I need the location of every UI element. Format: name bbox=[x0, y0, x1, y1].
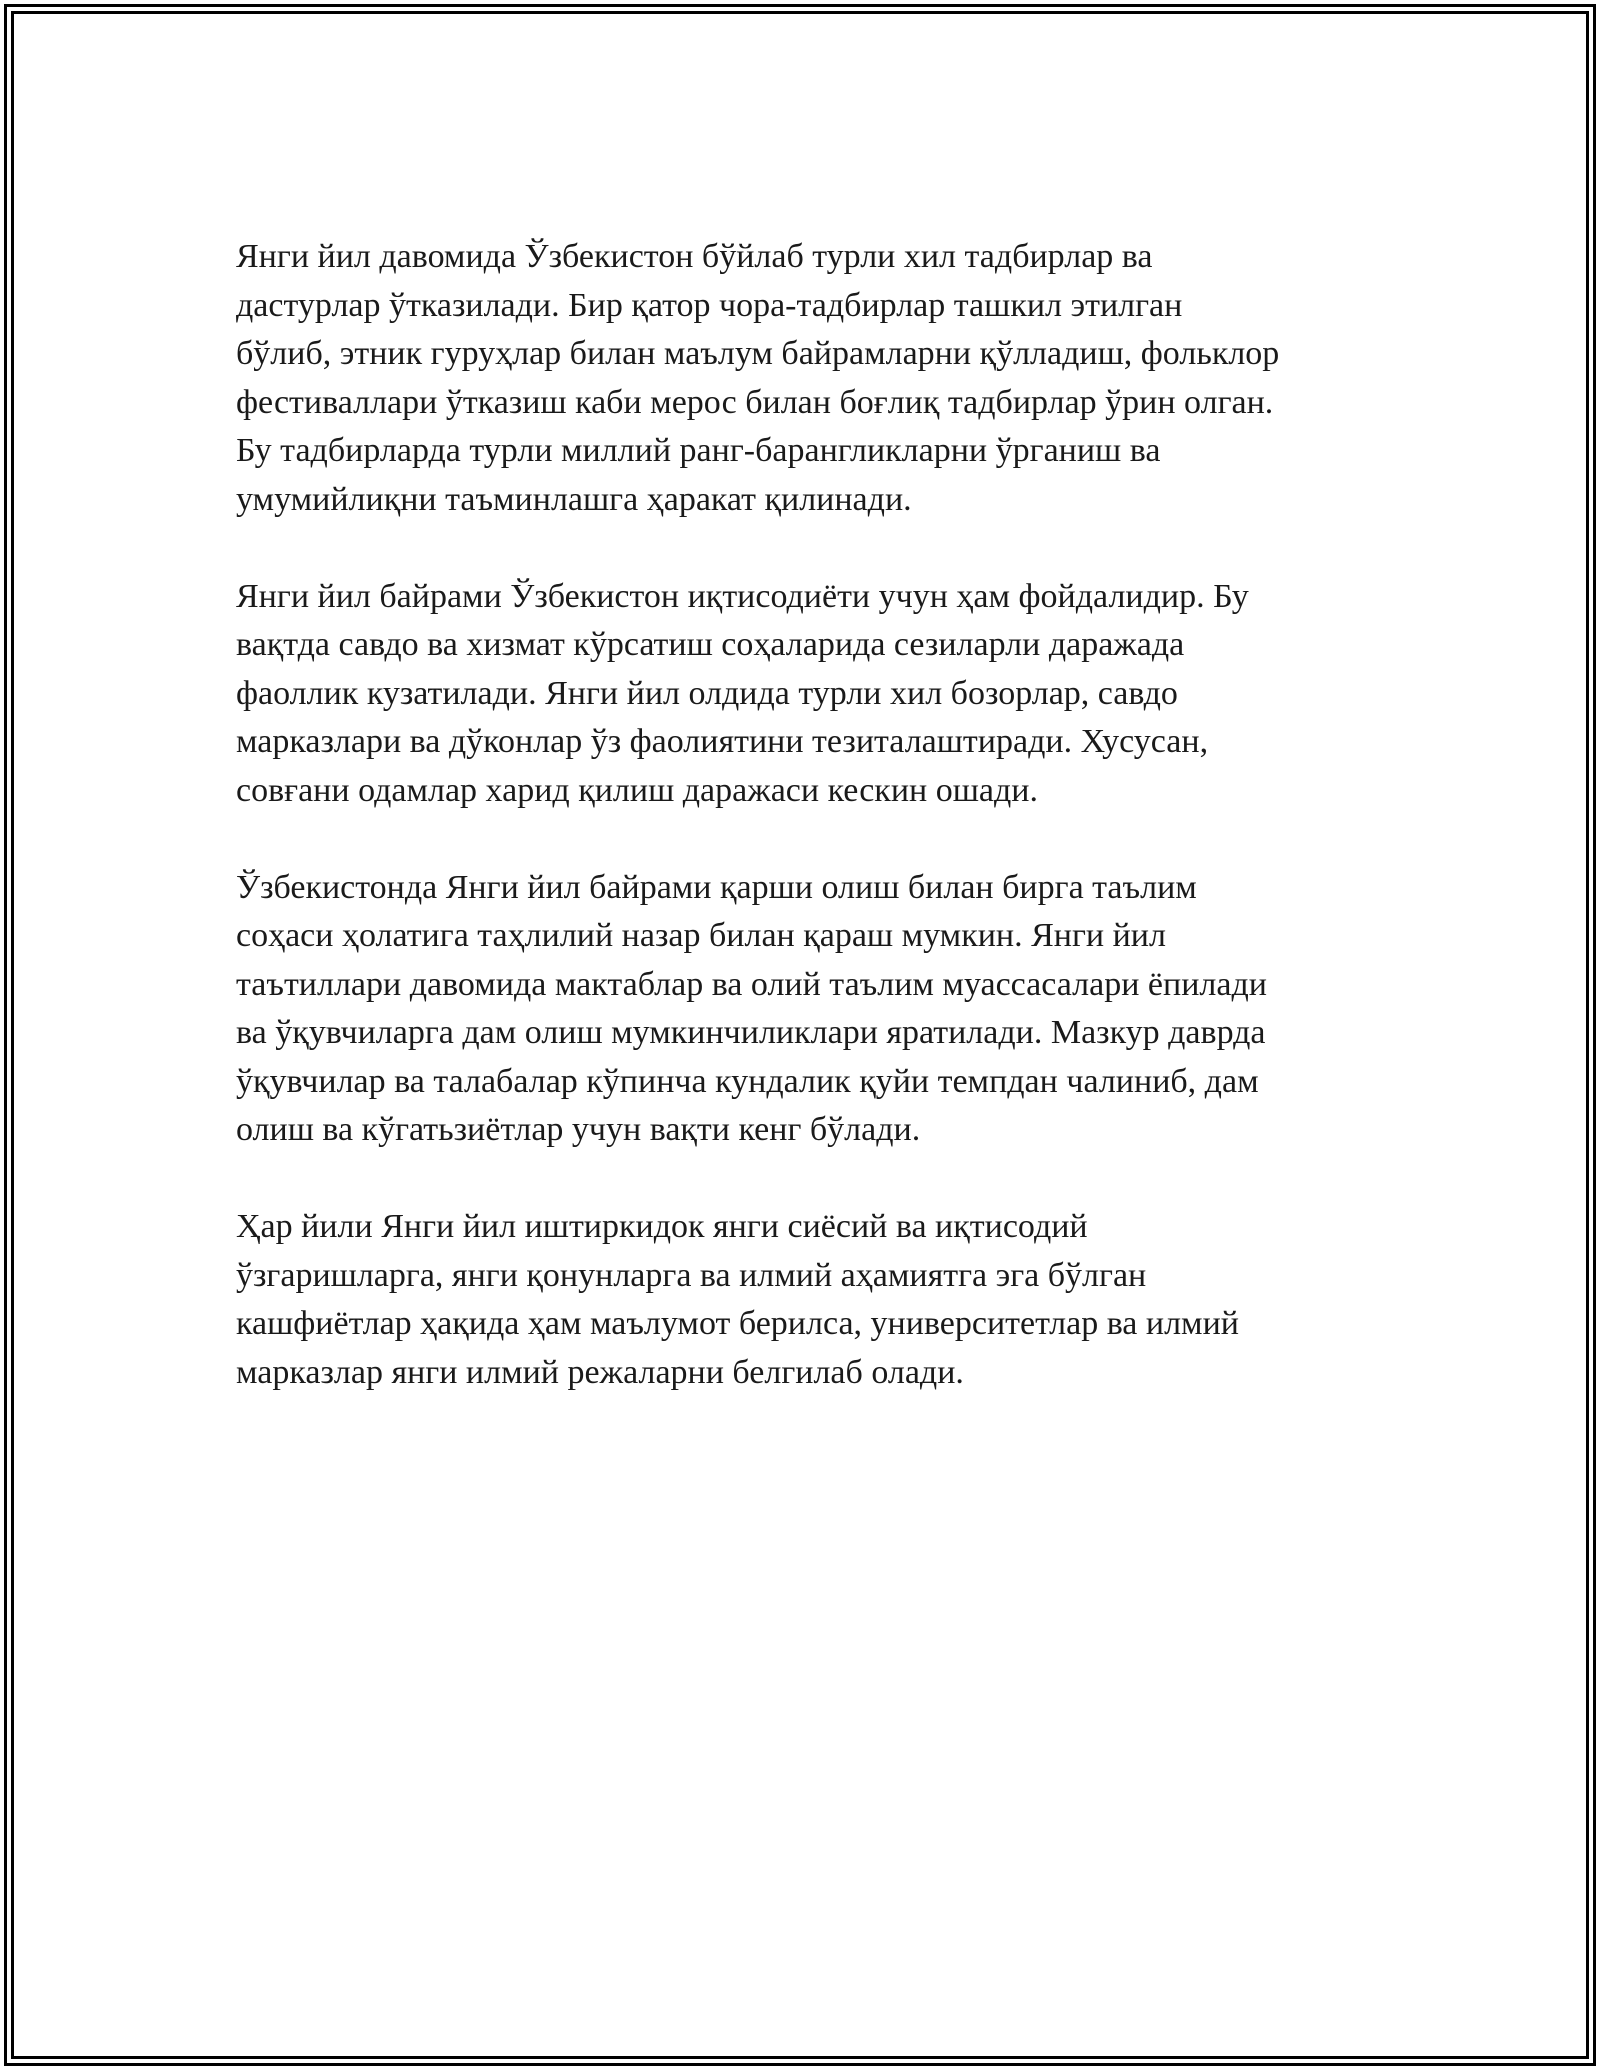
paragraph-line: Янги йил байрами Ўзбекистон иқтисодиёти учун ҳам фойдалидир. Бу bbox=[236, 577, 1249, 615]
paragraph-line: умумийлиқни таъминлашга ҳаракат қилинади. bbox=[236, 480, 912, 518]
paragraph-line: ва ўқувчиларга дам олиш мумкинчиликлари яратилади. Мазкур даврда bbox=[236, 1014, 1266, 1051]
paragraph-line: вақтда савдо ва хизмат кўрсатиш соҳаларида сезиларли даражада bbox=[236, 626, 1185, 663]
paragraph-line: совғани одамлар харид қилиш даражаси кескин ошади. bbox=[236, 771, 1038, 809]
paragraph-line: ўзгаришларга, янги қонунларга ва илмий аҳамиятга эга бўлган bbox=[236, 1256, 1147, 1294]
paragraph-line: Ўзбекистонда Янги йил байрами қарши олиш билан бирга таълим bbox=[236, 868, 1197, 906]
paragraph-line: марказлар янги илмий режаларни белгилаб олади. bbox=[236, 1353, 964, 1391]
paragraph-line: фаоллик кузатилади. Янги йил олдида турли хил бозорлар, савдо bbox=[236, 674, 1178, 712]
paragraph-2 bbox=[236, 573, 1376, 816]
paragraph-line: ўқувчилар ва талабалар кўпинча кундалик қуйи темпдан чалиниб, дам bbox=[236, 1062, 1259, 1100]
paragraph-line: таътиллари давомида мактаблар ва олий таълим муассасалари ёпилади bbox=[236, 965, 1267, 1003]
paragraph-line: Бу тадбирларда турли миллий ранг-барангликларни ўрганиш ва bbox=[236, 432, 1161, 469]
paragraph-3 bbox=[236, 864, 1376, 1155]
paragraph-line: бўлиб, этник гуруҳлар билан маълум байрамларни қўлладиш, фольклор bbox=[236, 335, 1280, 372]
paragraph-line: Янги йил давомида Ўзбекистон бўйлаб турли хил тадбирлар ва bbox=[236, 238, 1153, 275]
paragraph-line: кашфиётлар ҳақида ҳам маълумот берилса, университетлар ва илмий bbox=[236, 1305, 1239, 1342]
paragraph-1 bbox=[236, 233, 1376, 524]
paragraph-line: Ҳар йили Янги йил иштиркидок янги сиёсий ва иқтисодий bbox=[236, 1208, 1088, 1245]
paragraph-line: олиш ва кўгатьзиётлар учун вақти кенг бўлади. bbox=[236, 1111, 921, 1148]
paragraph-line: марказлари ва дўконлар ўз фаолиятини тезиталаштиради. Хусусан, bbox=[236, 723, 1209, 760]
paragraph-line: дастурлар ўтказилади. Бир қатор чора-тадбирлар ташкил этилган bbox=[236, 286, 1183, 324]
paragraph-line: соҳаси ҳолатига таҳлилий назар билан қараш мумкин. Янги йил bbox=[236, 917, 1166, 954]
paragraph-line: фестиваллари ўтказиш каби мерос билан боғлиқ тадбирлар ўрин олган. bbox=[236, 383, 1274, 421]
paragraph-4 bbox=[236, 1203, 1376, 1397]
document-body bbox=[236, 233, 1376, 1446]
